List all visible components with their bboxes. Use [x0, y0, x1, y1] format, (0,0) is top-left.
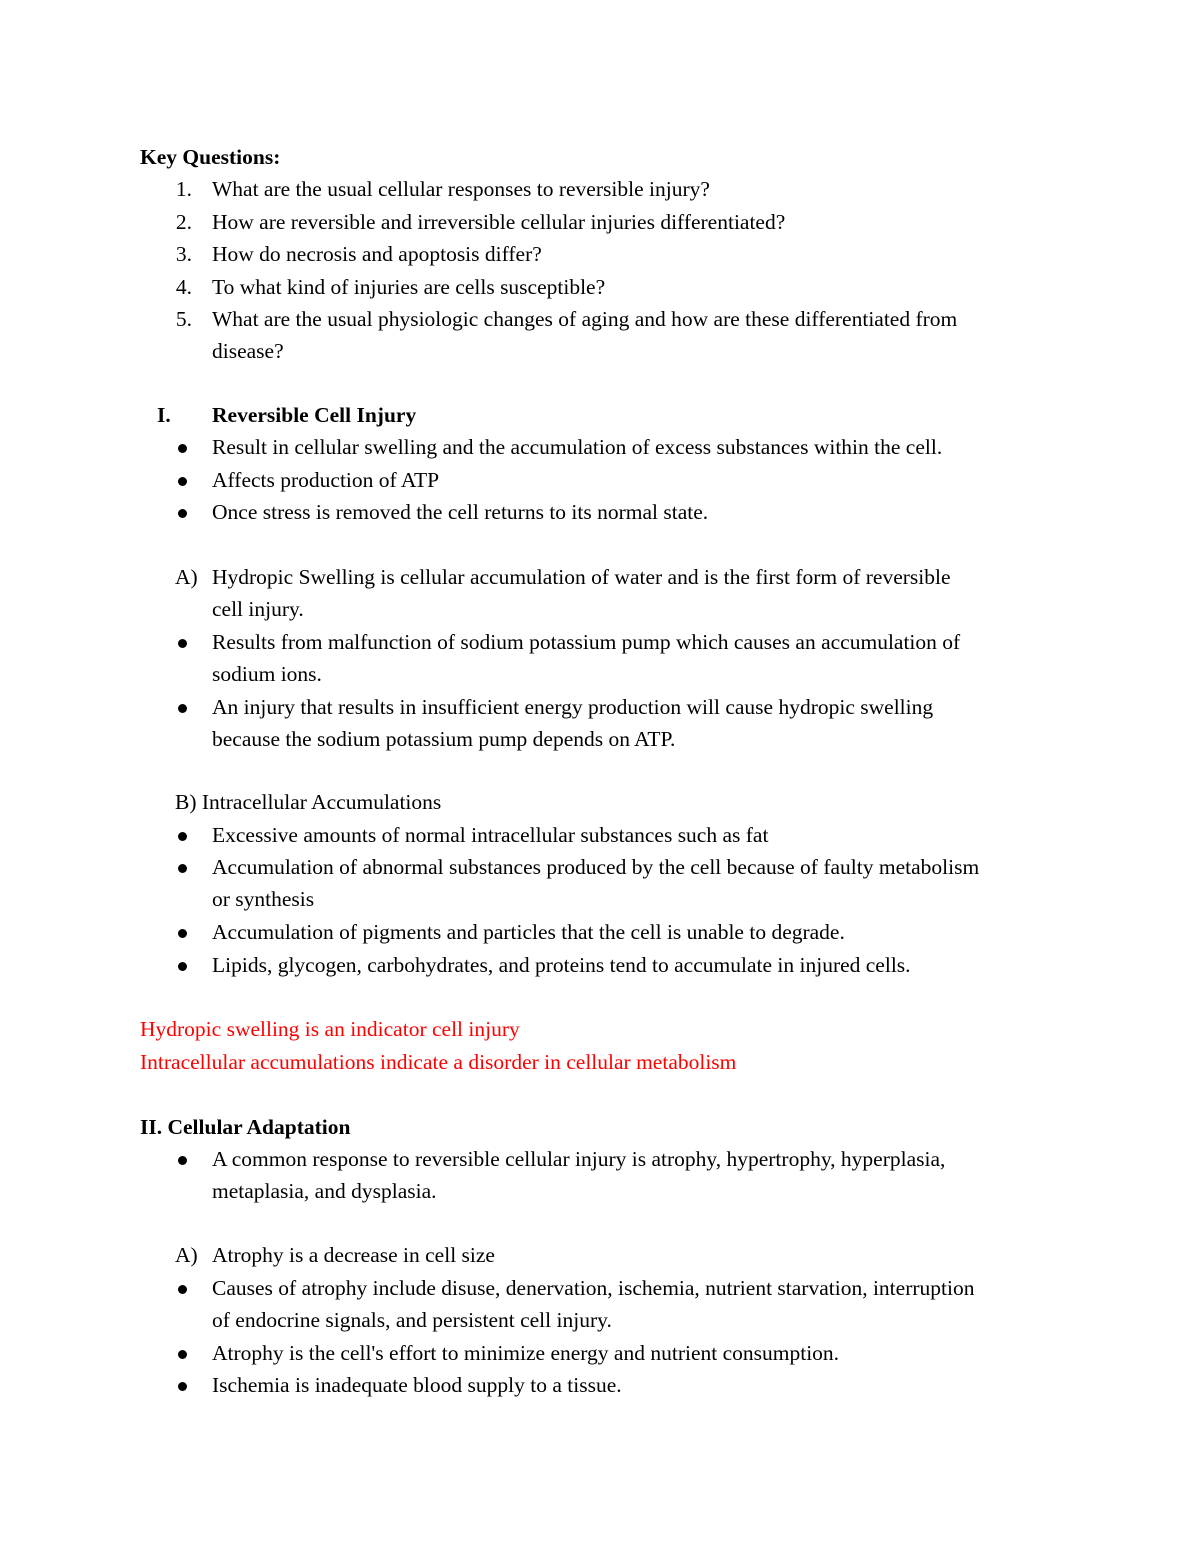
bullet-text: A common response to reversible cellular injury is atrophy, hypertrophy, hyperplasia,	[212, 1147, 946, 1171]
bullet-text: Excessive amounts of normal intracellular substances such as fat	[212, 823, 769, 847]
bullet-icon	[178, 864, 187, 873]
list-number: 1.	[175, 177, 192, 201]
subsection-a-label: A)	[175, 565, 198, 589]
bullet-icon	[178, 832, 187, 841]
bullet-icon	[178, 1156, 187, 1165]
bullet-text-cont: sodium ions.	[212, 662, 322, 686]
bullet-text-cont: metaplasia, and dysplasia.	[212, 1179, 437, 1203]
bullet-icon	[178, 1350, 187, 1359]
subsection-a-text-cont: cell injury.	[212, 597, 304, 621]
bullet-icon	[178, 509, 187, 518]
section-1-numeral: I.	[157, 403, 171, 427]
note-intracellular: Intracellular accumulations indicate a disorder in cellular metabolism	[140, 1050, 737, 1074]
list-number: 3.	[175, 242, 192, 266]
bullet-text: Affects production of ATP	[212, 468, 440, 492]
bullet-text: Accumulation of pigments and particles that the cell is unable to degrade.	[212, 920, 845, 944]
key-question-text: How are reversible and irreversible cellular injuries differentiated?	[212, 210, 786, 234]
bullet-text: Ischemia is inadequate blood supply to a tissue.	[212, 1373, 622, 1397]
subsection-atrophy-text: Atrophy is a decrease in cell size	[212, 1243, 495, 1267]
key-question-text-cont: disease?	[212, 339, 284, 363]
subsection-a-text: Hydropic Swelling is cellular accumulation of water and is the first form of reversible	[212, 565, 951, 589]
key-question-text: To what kind of injuries are cells susceptible?	[212, 275, 606, 299]
bullet-text: Accumulation of abnormal substances produced by the cell because of faulty metabolism	[212, 855, 980, 879]
bullet-icon	[178, 444, 187, 453]
section-2-heading: II. Cellular Adaptation	[140, 1115, 351, 1139]
bullet-text-cont: because the sodium potassium pump depends on ATP.	[212, 727, 676, 751]
bullet-icon	[178, 962, 187, 971]
key-questions-heading: Key Questions:	[140, 145, 281, 169]
list-number: 4.	[175, 275, 192, 299]
bullet-text-cont: or synthesis	[212, 887, 315, 911]
list-number: 5.	[175, 307, 192, 331]
key-question-text: What are the usual cellular responses to reversible injury?	[212, 177, 710, 201]
bullet-text: Causes of atrophy include disuse, denervation, ischemia, nutrient starvation, interruption	[212, 1276, 975, 1300]
subsection-b-heading: B) Intracellular Accumulations	[175, 790, 442, 814]
bullet-icon	[178, 929, 187, 938]
bullet-icon	[178, 639, 187, 648]
bullet-text: Lipids, glycogen, carbohydrates, and proteins tend to accumulate in injured cells.	[212, 953, 911, 977]
bullet-text: Result in cellular swelling and the accumulation of excess substances within the cell.	[212, 435, 943, 459]
key-question-text: What are the usual physiologic changes of aging and how are these differentiated from	[212, 307, 958, 331]
bullet-icon	[178, 477, 187, 486]
bullet-text: An injury that results in insufficient energy production will cause hydropic swelling	[212, 695, 934, 719]
bullet-text: Once stress is removed the cell returns to its normal state.	[212, 500, 709, 524]
note-hydropic: Hydropic swelling is an indicator cell injury	[140, 1017, 520, 1041]
section-1-title: Reversible Cell Injury	[212, 403, 417, 427]
list-number: 2.	[175, 210, 192, 234]
key-question-text: How do necrosis and apoptosis differ?	[212, 242, 542, 266]
bullet-icon	[178, 704, 187, 713]
bullet-text: Results from malfunction of sodium potassium pump which causes an accumulation of	[212, 630, 961, 654]
bullet-icon	[178, 1285, 187, 1294]
bullet-icon	[178, 1382, 187, 1391]
bullet-text-cont: of endocrine signals, and persistent cell injury.	[212, 1308, 612, 1332]
subsection-atrophy-label: A)	[175, 1243, 198, 1267]
bullet-text: Atrophy is the cell's effort to minimize energy and nutrient consumption.	[212, 1341, 840, 1365]
